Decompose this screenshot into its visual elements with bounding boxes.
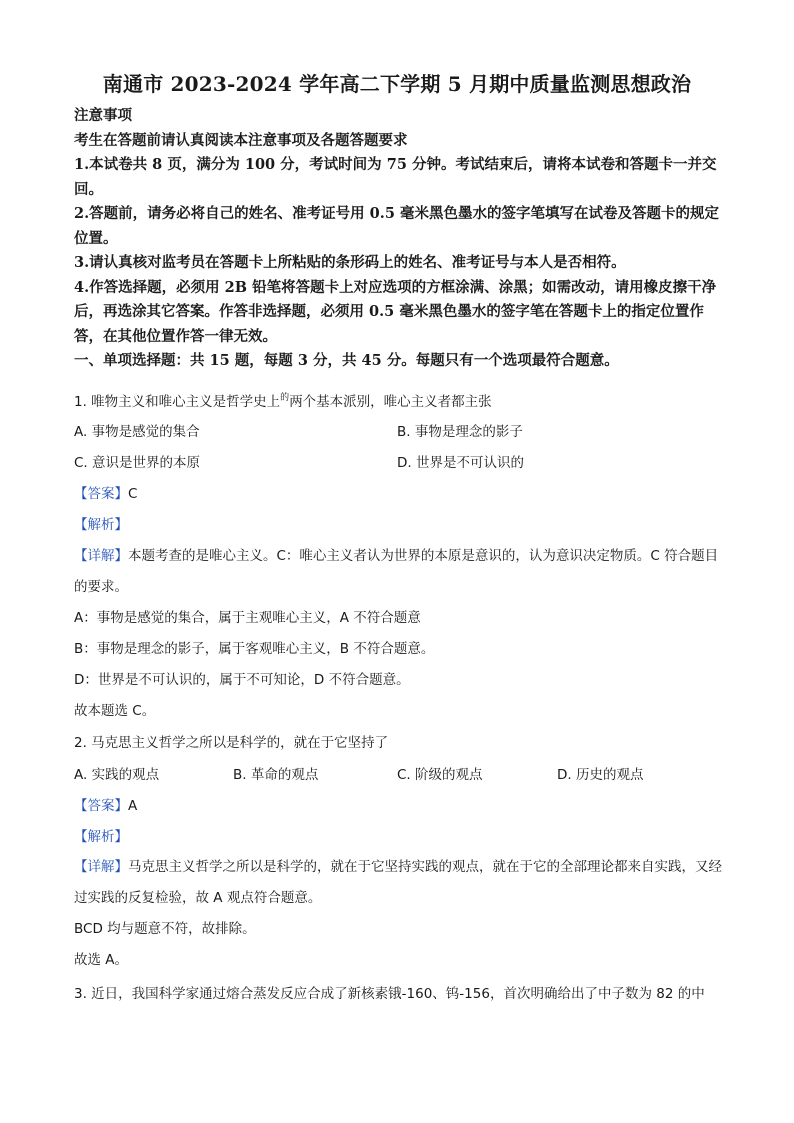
answer-value: C <box>128 486 138 502</box>
answer-value: A <box>128 798 138 814</box>
question-3-stem: 3. 近日，我国科学家通过熔合蒸发反应合成了新核素锇-160、钨-156，首次明确给出了中子数为 82 的中 <box>74 986 705 1002</box>
notice-section <box>74 104 724 374</box>
detail-tag: 【详解】 <box>74 859 128 875</box>
detail-text: 马克思主义哲学之所以是科学的，就在于它坚持实践的观点，就在于它的全部理论都来自实践，又经过实践的反复检验，故 A 观点符合题意。 <box>74 859 722 906</box>
notice-item-4: 4.作答选择题，必须用 2B 铅笔将答题卡上对应选项的方框涂满、涂黑；如需改动，请用橡皮擦干净后，再选涂其它答案。作答非选择题，必须用 0.5 毫米黑色墨水的签字笔在答题卡上的指定位置作答，在其他位置作答一律无效。 <box>74 278 717 345</box>
question-1-stem-a: 1. 唯物主义和唯心主义是哲学史上 <box>74 394 281 410</box>
question-2-answer <box>74 796 137 816</box>
question-2-stem: 2. 马克思主义哲学之所以是科学的，就在于它坚持了 <box>74 735 389 751</box>
detail-tag: 【详解】 <box>74 548 128 564</box>
question-2-option-d: D. 历史的观点 <box>557 767 644 783</box>
answer-tag: 【答案】 <box>74 486 128 502</box>
question-1-stem-sup: 的 <box>280 393 290 403</box>
notice-heading: 注意事项 <box>74 107 132 124</box>
section-heading: 一、单项选择题：共 15 题，每题 3 分，共 45 分。每题只有一个选项最符合题意。 <box>74 352 619 369</box>
question-1-answer <box>74 484 137 504</box>
notice-item-3: 3.请认真核对监考员在答题卡上所粘贴的条形码上的姓名、准考证号与本人是否相符。 <box>74 254 626 271</box>
question-2-note-bcd: BCD 均与题意不符，故排除。 <box>74 921 256 937</box>
notice-subheading: 考生在答题前请认真阅读本注意事项及各题答题要求 <box>74 131 408 149</box>
question-2-analysis-tag: 【解析】 <box>74 829 128 845</box>
notice-item-2: 2.答题前，请务必将自己的姓名、准考证号用 0.5 毫米黑色墨水的签字笔填写在试卷及答题卡的规定位置。 <box>74 205 719 247</box>
question-1-option-b: B. 事物是理念的影子 <box>397 424 523 440</box>
notice-item-1: 1.本试卷共 8 页，满分为 100 分，考试时间为 75 分钟。考试结束后，请将本试卷和答题卡一并交回。 <box>74 156 717 198</box>
question-1-option-d: D. 世界是不可认识的 <box>397 455 524 471</box>
question-1-option-a: A. 事物是感觉的集合 <box>74 424 200 440</box>
question-1-note-b: B：事物是理念的影子，属于客观唯心主义，B 不符合题意。 <box>74 641 435 657</box>
question-1-stem <box>74 388 734 412</box>
question-2-option-b: B. 革命的观点 <box>233 767 319 783</box>
question-1-note-a: A：事物是感觉的集合，属于主观唯心主义，A 不符合题意 <box>74 610 421 626</box>
question-1-analysis-tag: 【解析】 <box>74 517 128 533</box>
question-1-option-c: C. 意识是世界的本原 <box>74 455 201 471</box>
question-2-detail <box>74 852 724 914</box>
question-1-detail <box>74 541 724 603</box>
answer-tag: 【答案】 <box>74 798 128 814</box>
question-1-stem-b: 两个基本派别，唯心主义者都主张 <box>289 394 492 410</box>
page-title: 南通市 2023-2024 学年高二下学期 5 月期中质量监测思想政治 <box>102 72 692 96</box>
question-2-option-a: A. 实践的观点 <box>74 767 160 783</box>
question-2-option-c: C. 阶级的观点 <box>397 767 483 783</box>
detail-text: 本题考查的是唯心主义。C：唯心主义者认为世界的本原是意识的，认为意识决定物质。C 符合题目的要求。 <box>74 548 719 595</box>
question-1-conclusion: 故本题选 C。 <box>74 703 156 719</box>
question-1-note-d: D：世界是不可认识的，属于不可知论，D 不符合题意。 <box>74 672 410 688</box>
question-2-conclusion: 故选 A。 <box>74 952 129 968</box>
